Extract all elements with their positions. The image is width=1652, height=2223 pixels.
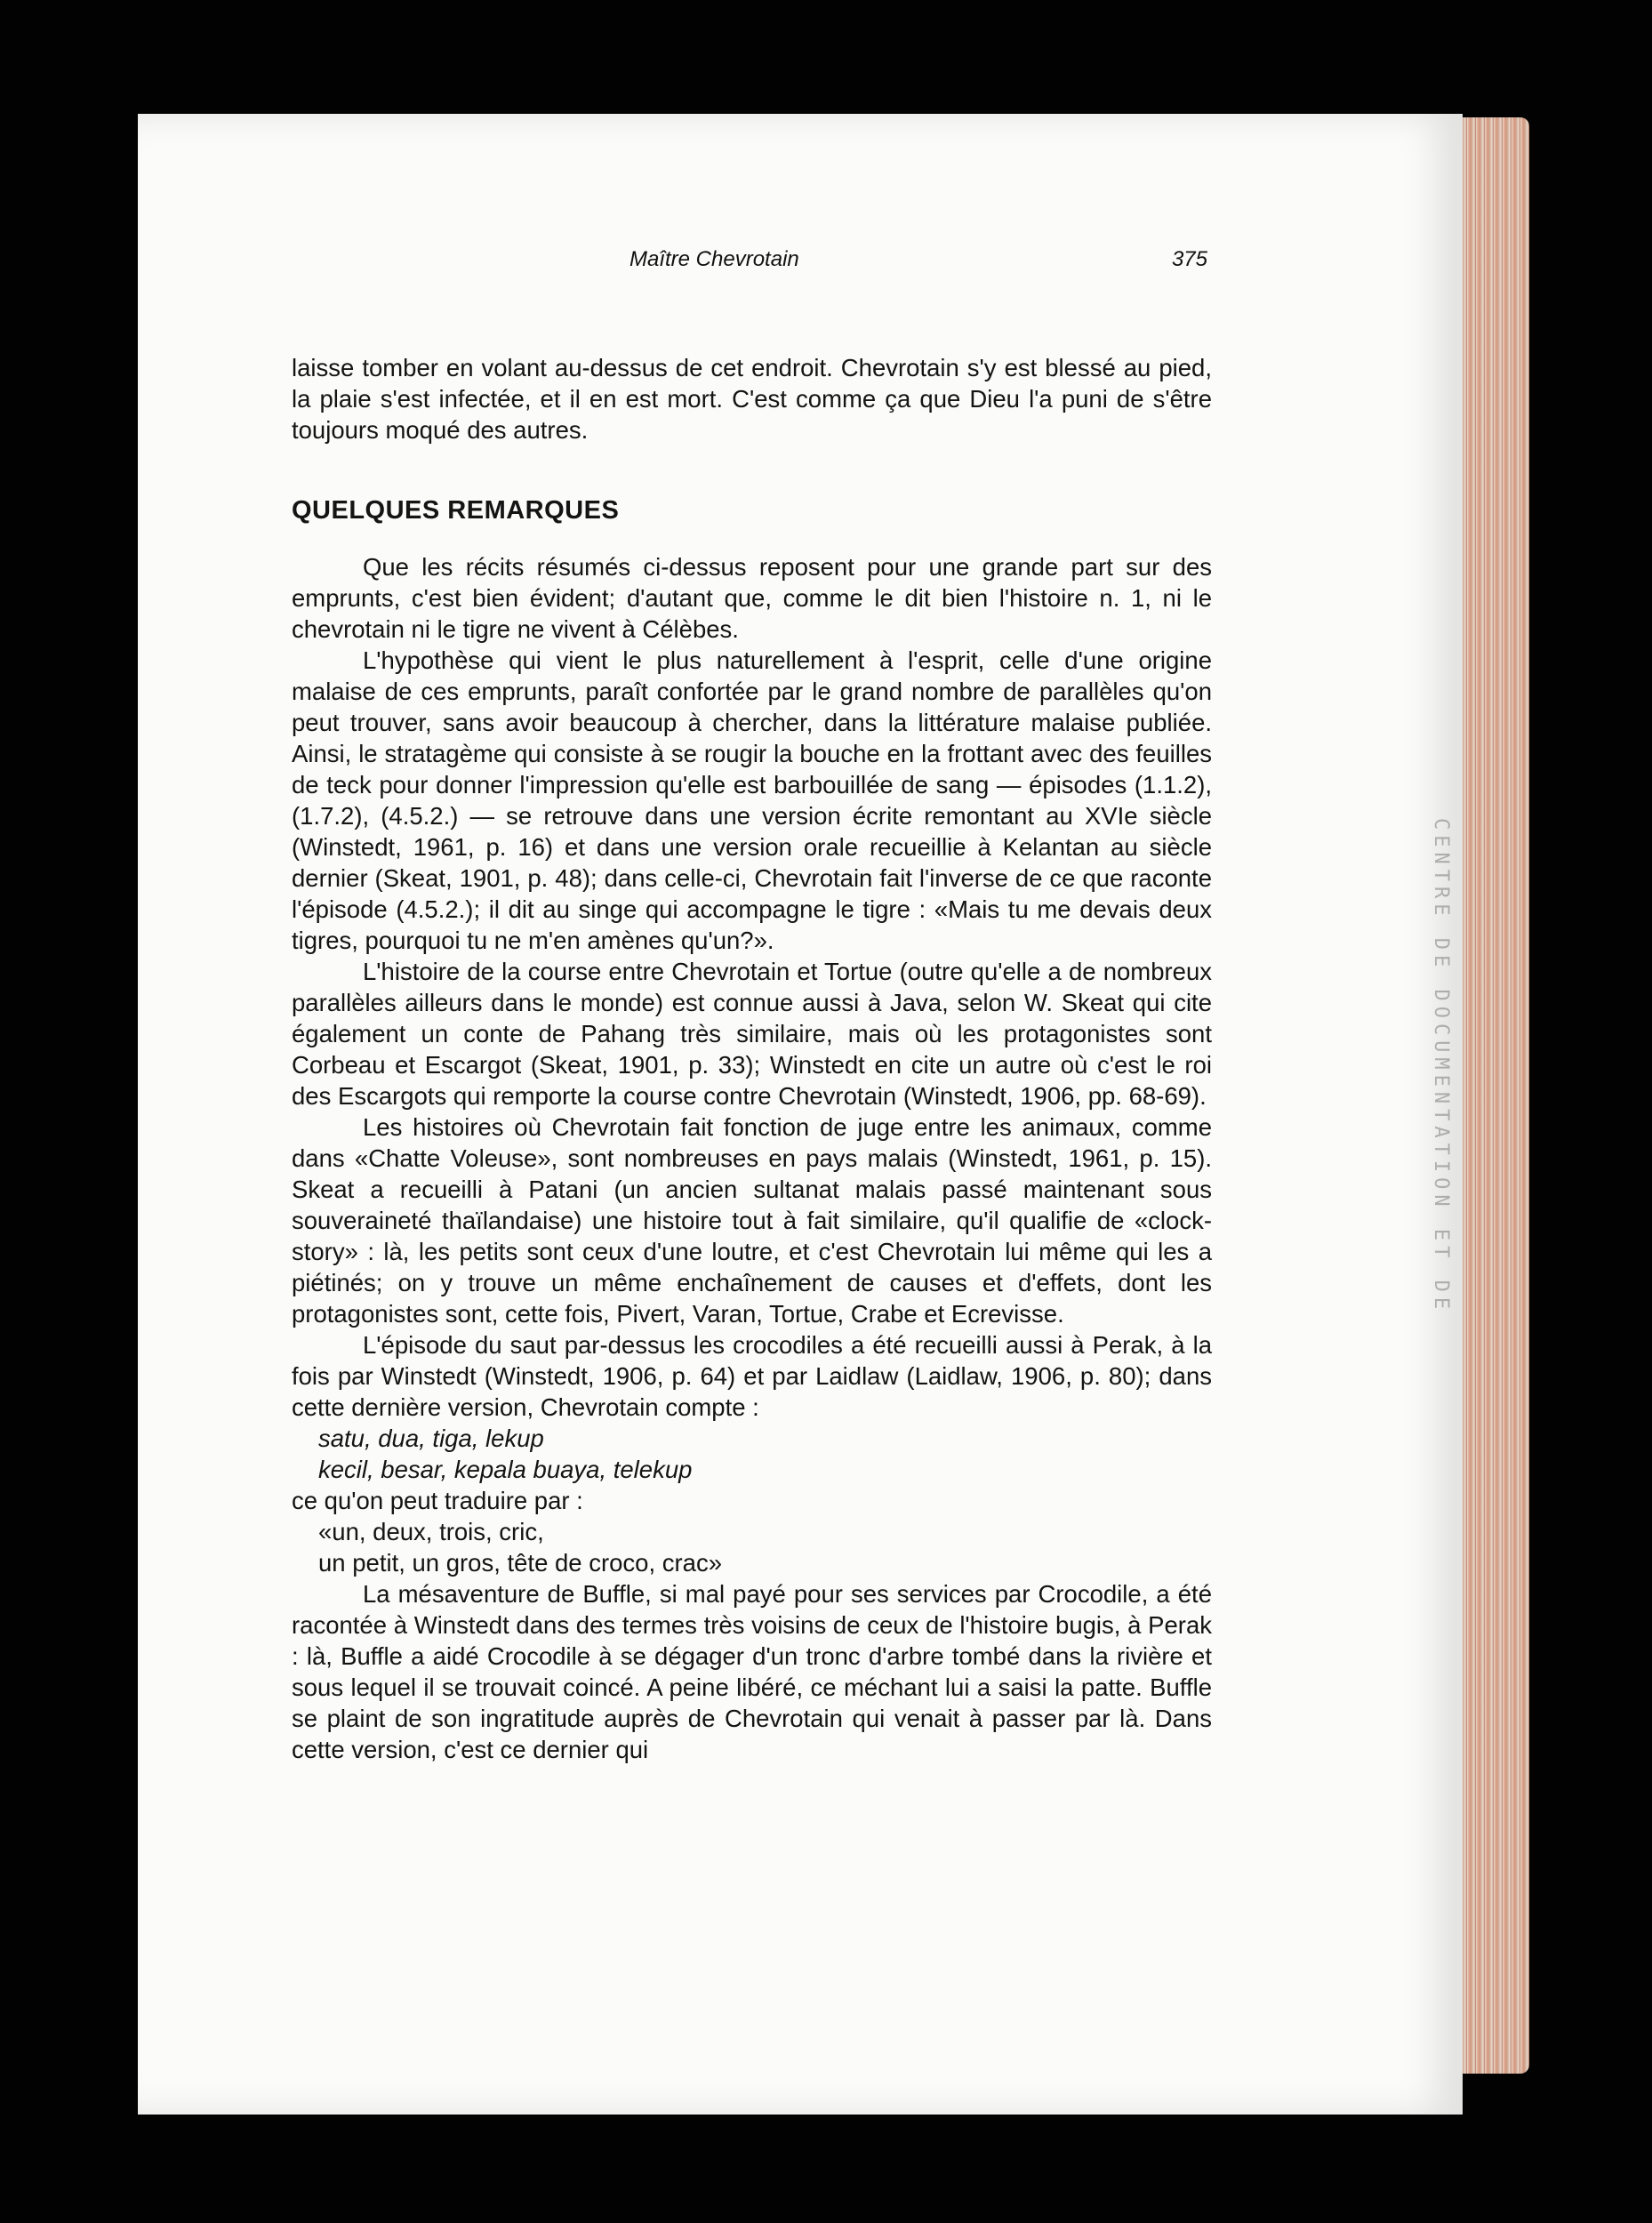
paragraph: Les histoires où Chevrotain fait fonction de juge entre les animaux, comme dans «Chatte Voleuse», sont nombreuses en pays malais (Winstedt, 1961, p. 15). Skeat a recueilli à Patani (un ancien sultanat malais passé maintenant sous souveraineté thaïlandaise) une histoire tout à fait similaire, qu'il qualifie de «clock-story» : là, les petits sont ceux d'une loutre, et c'est Chevrotain lui même qui les a piétinés; on y trouve un même enchaînement de causes et d'effets, dont les protagonistes sont, cette fois, Pivert, Varan, Tortue, Crabe et Ecrevisse.: [292, 1113, 1212, 1328]
paragraph: L'épisode du saut par-dessus les crocodiles a été recueilli aussi à Perak, à la fois par Winstedt (Winstedt, 1906, p. 64) et par Laidlaw (Laidlaw, 1906, p. 80); dans cette dernière version, Chevrotain compte :: [292, 1331, 1212, 1421]
page-number: 375: [1171, 247, 1207, 271]
paragraph: L'histoire de la course entre Chevrotain et Tortue (outre qu'elle a de nombreux parallèles ailleurs dans le monde) est connue aussi à Java, selon W. Skeat qui cite également un conte de Pahang très similaire, mais où les protagonistes sont Corbeau et Escargot (Skeat, 1901, p. 33); Winstedt en cite un autre où c'est le roi des Escargots qui remporte la course contre Chevrotain (Winstedt, 1906, pp. 68-69).: [292, 958, 1212, 1110]
library-stamp: CENTRE DE DOCUMENTATION ET DE: [1430, 818, 1452, 1315]
translation-line: «un, deux, trois, cric,: [318, 1518, 544, 1545]
section-heading: QUELQUES REMARQUES: [292, 496, 620, 525]
translation-line: un petit, un gros, tête de croco, crac»: [318, 1549, 723, 1577]
paragraph: ce qu'on peut traduire par :: [292, 1487, 583, 1514]
malay-verse-line: satu, dua, tiga, lekup: [318, 1424, 544, 1452]
running-header: [292, 247, 1207, 279]
paragraph: laisse tomber en volant au-dessus de cet endroit. Chevrotain s'y est blessé au pied, la plaie s'est infectée, et il en est mort. C'est comme ça que Dieu l'a puni de s'être toujours moqué des autres.: [292, 354, 1212, 444]
paragraph: Que les récits résumés ci-dessus reposent pour une grande part sur des emprunts, c'est bien évident; d'autant que, comme le dit bien l'histoire n. 1, ni le chevrotain ni le tigre ne vivent à Célèbes.: [292, 553, 1212, 643]
malay-verse-line: kecil, besar, kepala buaya, telekup: [318, 1456, 693, 1483]
paragraph: La mésaventure de Buffle, si mal payé pour ses services par Crocodile, a été racontée à Winstedt dans des termes très voisins de ceux de l'histoire bugis, à Perak : là, Buffle a aidé Crocodile à se dégager d'un tronc d'arbre tombé dans la rivière et sous lequel il se trouvait coincé. A peine libéré, ce méchant lui a saisi la patte. Buffle se plaint de son ingratitude auprès de Chevrotain qui venait à passer par là. Dans cette version, c'est ce dernier qui: [292, 1580, 1212, 1763]
running-title: Maître Chevrotain: [630, 247, 799, 271]
paragraph: L'hypothèse qui vient le plus naturellement à l'esprit, celle d'une origine malaise de ces emprunts, paraît confortée par le grand nombre de parallèles qu'on peut trouver, sans avoir beaucoup à chercher, dans la littérature malaise publiée. Ainsi, le stratagème qui consiste à se rougir la bouche en la frottant avec des feuilles de teck pour donner l'impression qu'elle est barbouillée de sang — épisodes (1.1.2), (1.7.2), (4.5.2.) — se retrouve dans une version écrite remontant au XVIe siècle (Winstedt, 1961, p. 16) et dans une version orale recueillie à Kelantan au siècle dernier (Skeat, 1901, p. 48); dans celle-ci, Chevrotain fait l'inverse de ce que raconte l'épisode (4.5.2.); il dit au singe qui accompagne le tigre : «Mais tu me devais deux tigres, pourquoi tu ne m'en amènes qu'un?».: [292, 646, 1212, 954]
page-body: [292, 352, 1212, 1765]
